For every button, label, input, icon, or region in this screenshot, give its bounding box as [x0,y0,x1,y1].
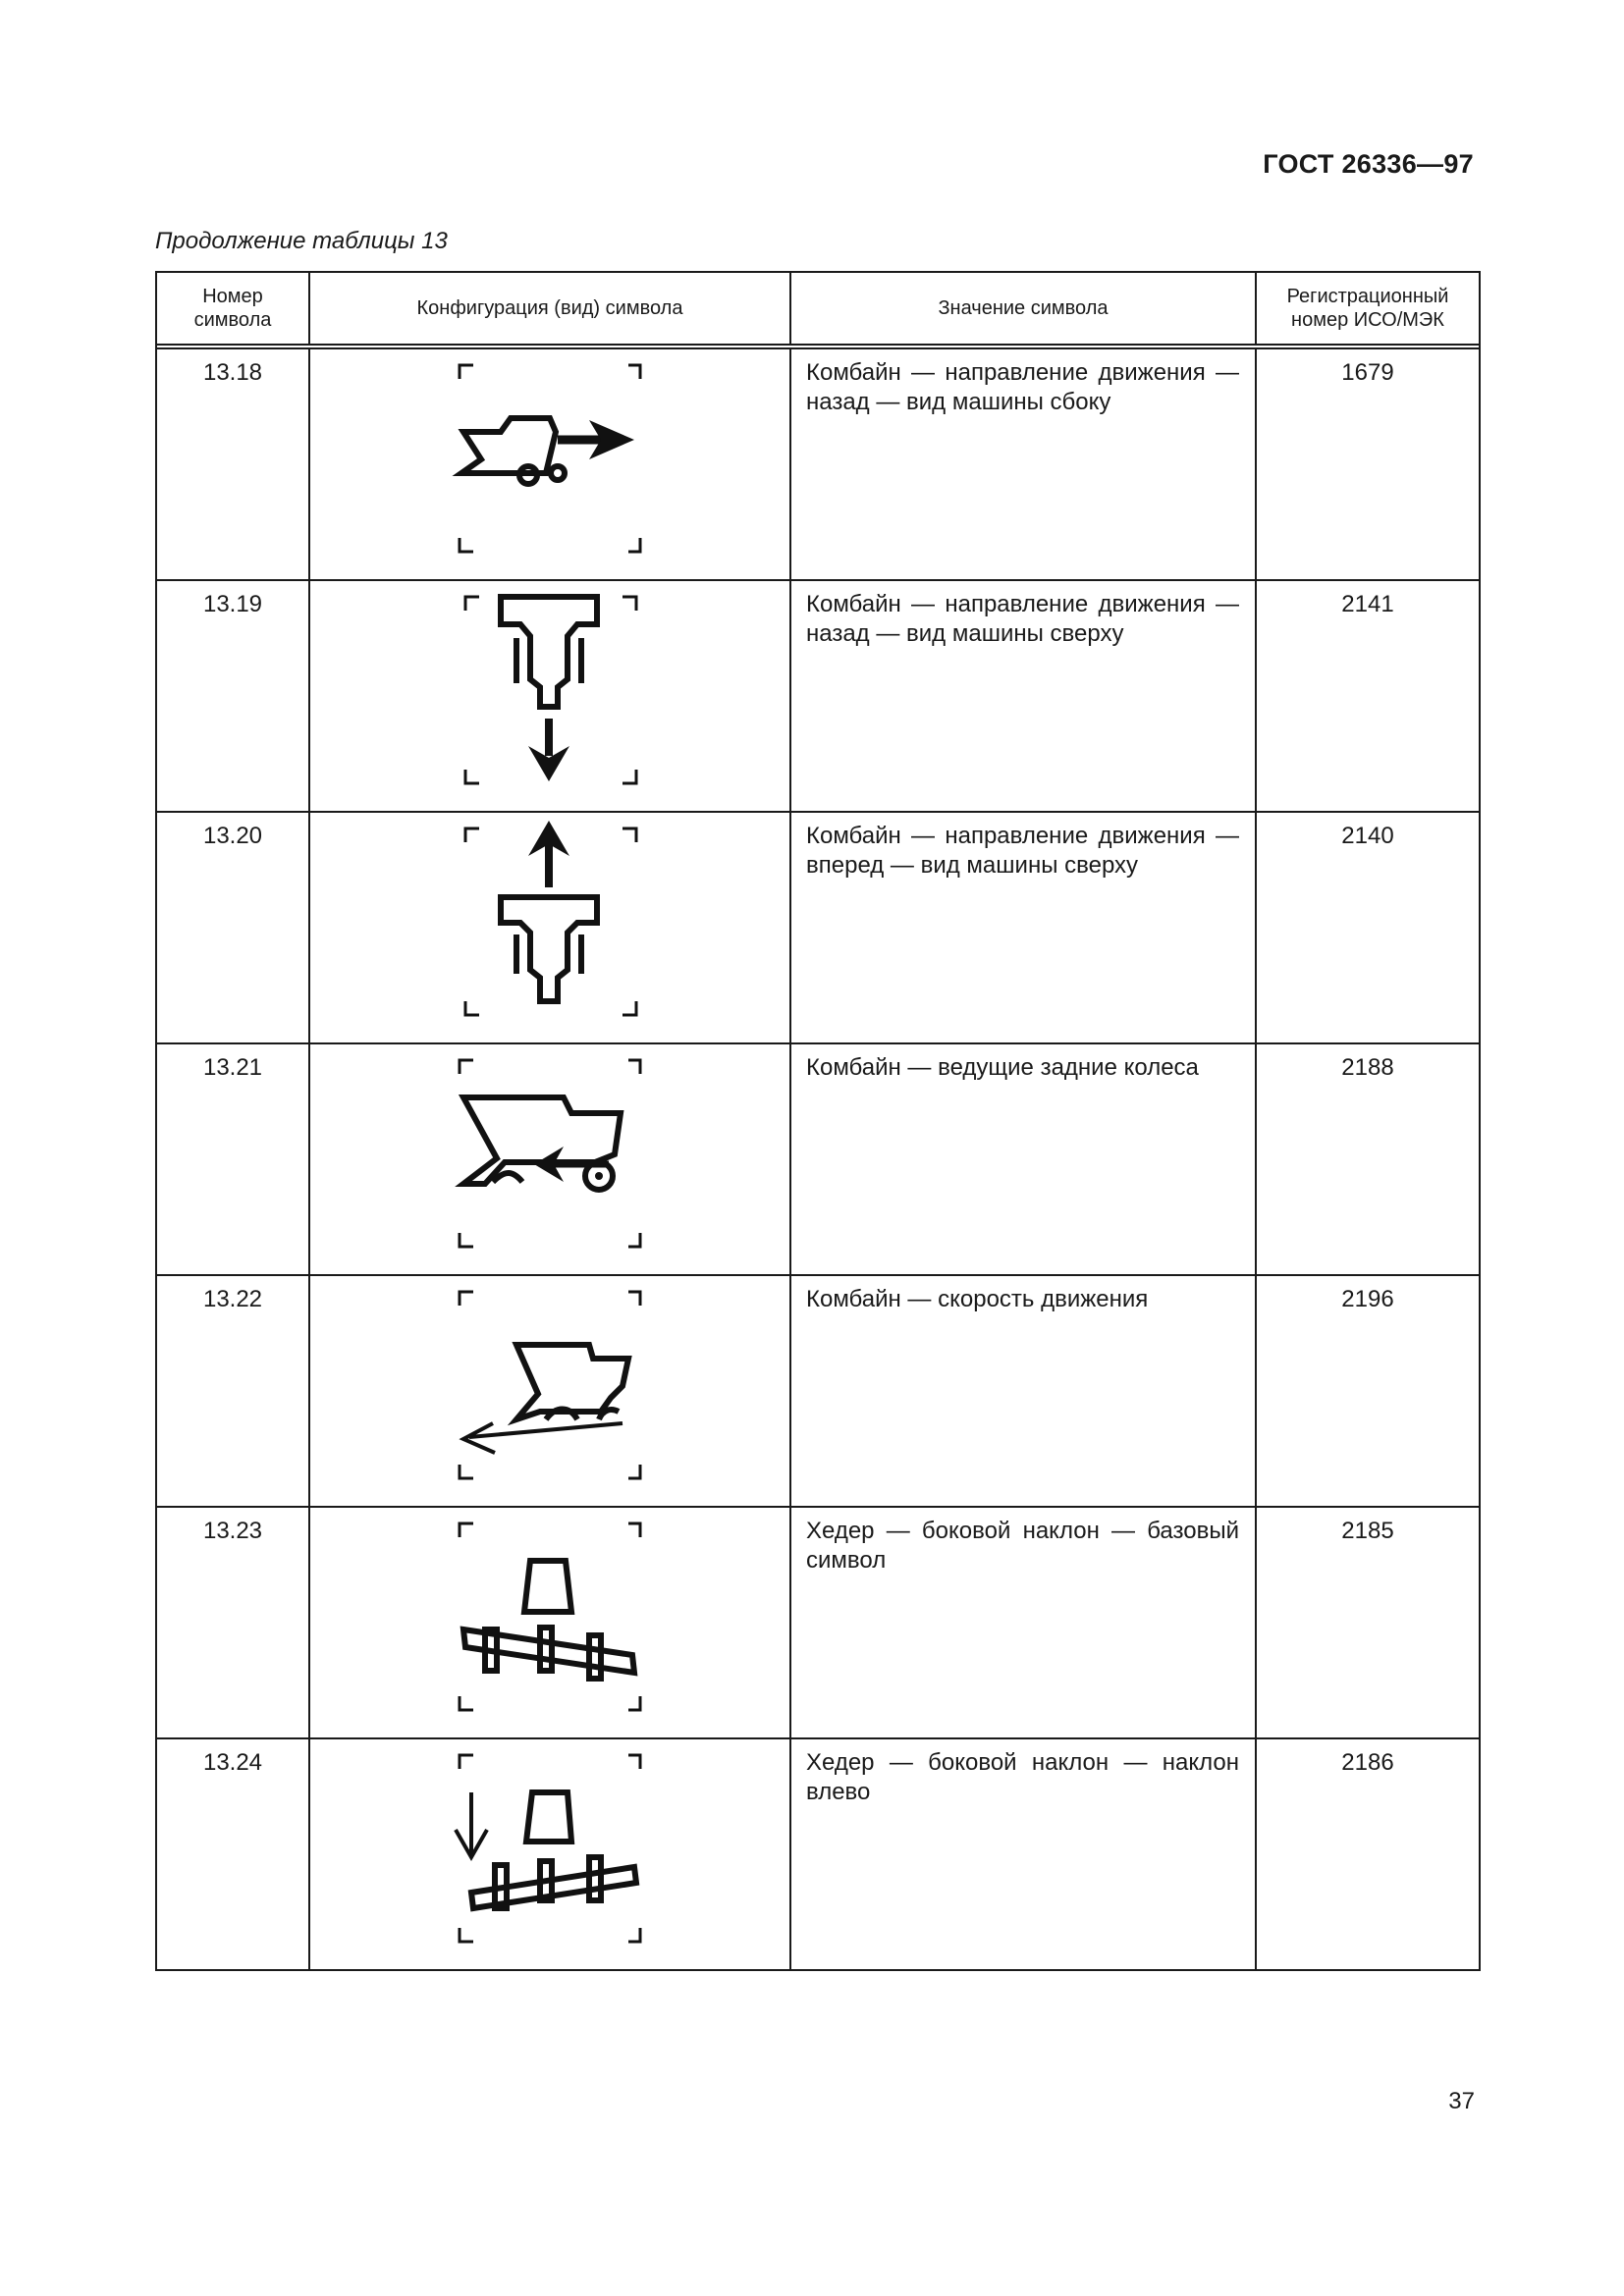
symbol-graphic-cell [309,1043,790,1275]
combine-top-arrow-down-icon [442,581,658,801]
table-row [156,1275,1480,1507]
table-row [156,1043,1480,1275]
symbol-number: 13.20 [156,812,309,1043]
symbol-meaning: Комбайн — направление движения — назад — вид машины сверху [790,580,1256,812]
symbol-meaning: Комбайн — направление движения — вперед — вид машины сверху [790,812,1256,1043]
table-row [156,1507,1480,1738]
header-tilt-left-icon [442,1739,658,1959]
symbol-meaning: Хедер — боковой наклон — базовый символ [790,1507,1256,1738]
symbol-number: 13.21 [156,1043,309,1275]
table-caption: Продолжение таблицы 13 [155,228,448,254]
symbol-meaning: Комбайн — скорость движения [790,1275,1256,1507]
table-row [156,812,1480,1043]
symbol-graphic-cell [309,812,790,1043]
table-row [156,348,1480,580]
registration-number: 2141 [1256,580,1480,812]
column-header-registration: Регистрационный номер ИСО/МЭК [1256,272,1480,345]
symbol-graphic-cell [309,1738,790,1970]
registration-number: 2186 [1256,1738,1480,1970]
table-header-row [156,272,1480,345]
symbol-number: 13.24 [156,1738,309,1970]
symbol-meaning: Комбайн — ведущие задние колеса [790,1043,1256,1275]
document-code: ГОСТ 26336—97 [1263,149,1474,179]
combine-side-arrow-right-icon [442,349,658,569]
column-header-configuration: Конфигурация (вид) символа [309,272,790,345]
symbol-graphic-cell [309,1275,790,1507]
symbols-table [155,271,1481,1971]
symbol-number: 13.19 [156,580,309,812]
symbol-meaning: Комбайн — направление движения — назад — вид машины сбоку [790,348,1256,580]
registration-number: 1679 [1256,348,1480,580]
symbol-graphic-cell [309,580,790,812]
combine-top-arrow-up-icon [442,813,658,1033]
registration-number: 2196 [1256,1275,1480,1507]
symbol-number: 13.18 [156,348,309,580]
symbol-meaning: Хедер — боковой наклон — наклон влево [790,1738,1256,1970]
symbol-graphic-cell [309,348,790,580]
symbol-graphic-cell [309,1507,790,1738]
combine-travel-speed-icon [442,1276,658,1496]
registration-number: 2188 [1256,1043,1480,1275]
combine-rear-drive-wheels-icon [442,1044,658,1264]
symbol-number: 13.23 [156,1507,309,1738]
page-number: 37 [1448,2088,1475,2114]
registration-number: 2140 [1256,812,1480,1043]
table-row [156,1738,1480,1970]
symbol-number: 13.22 [156,1275,309,1507]
table-row [156,580,1480,812]
registration-number: 2185 [1256,1507,1480,1738]
column-header-number: Номер символа [156,272,309,345]
header-lateral-tilt-icon [442,1508,658,1728]
column-header-meaning: Значение символа [790,272,1256,345]
